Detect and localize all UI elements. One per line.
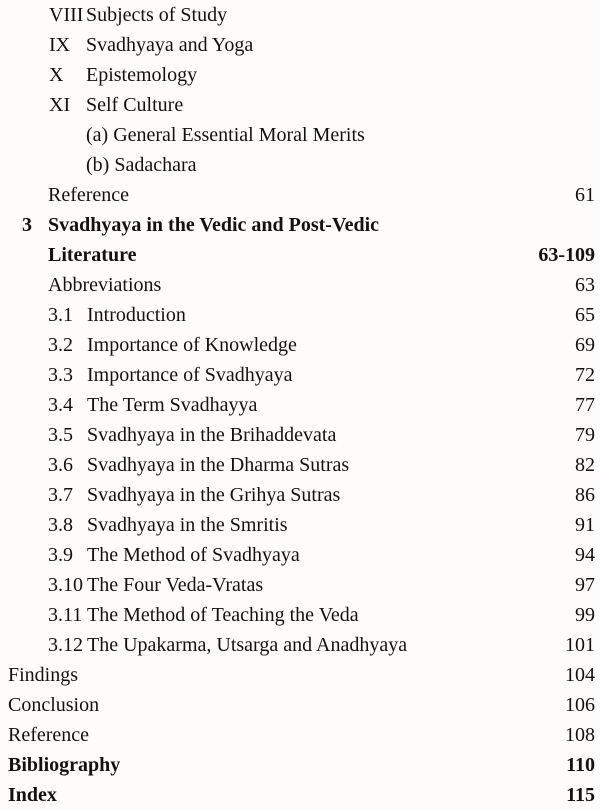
toc-entry-title: Svadhyaya in the Brihaddevata bbox=[87, 424, 337, 446]
toc-entry-title: Bibliography bbox=[8, 754, 121, 776]
toc-entry-number: 3.8 bbox=[48, 514, 73, 536]
toc-entry-title: Introduction bbox=[87, 304, 186, 326]
toc-entry-number: VIII bbox=[49, 4, 84, 26]
toc-entry bbox=[0, 540, 600, 570]
toc-entry-number: 3 bbox=[22, 214, 32, 236]
toc-entry-page-number: 65 bbox=[575, 304, 595, 326]
toc-entry-title: Epistemology bbox=[86, 64, 198, 86]
toc-entry bbox=[0, 660, 600, 690]
toc-entry bbox=[0, 630, 600, 660]
toc-entry bbox=[0, 210, 600, 240]
toc-entry-number: 3.6 bbox=[48, 454, 73, 476]
toc-entry-page-number: 110 bbox=[566, 754, 595, 776]
toc-entry bbox=[0, 570, 600, 600]
toc-entry-page-number: 94 bbox=[575, 544, 595, 566]
toc-entry-page-number: 99 bbox=[575, 604, 595, 626]
toc-entry bbox=[0, 780, 600, 810]
toc-entry-title: Svadhyaya in the Dharma Sutras bbox=[87, 454, 350, 476]
toc-entry-title: The Upakarma, Utsarga and Anadhyaya bbox=[87, 634, 408, 656]
toc-entry-title: Literature bbox=[48, 244, 137, 266]
toc-entry-number: 3.10 bbox=[48, 574, 83, 596]
toc-entry bbox=[0, 690, 600, 720]
toc-entry-page-number: 82 bbox=[575, 454, 595, 476]
toc-entry-title: Svadhyaya in the Grihya Sutras bbox=[87, 484, 341, 506]
toc-entry bbox=[0, 720, 600, 750]
toc-entry bbox=[0, 180, 600, 210]
toc-entry bbox=[0, 480, 600, 510]
toc-entry-page-number: 69 bbox=[575, 334, 595, 356]
toc-entry-title: Index bbox=[8, 784, 57, 806]
toc-entry bbox=[0, 120, 600, 150]
toc-entry-title: Svadhyaya in the Smritis bbox=[87, 514, 288, 536]
toc-entry-number: 3.5 bbox=[48, 424, 73, 446]
toc-entry-page-number: 63-109 bbox=[538, 244, 595, 266]
toc-entry-title: The Method of Teaching the Veda bbox=[87, 604, 359, 626]
toc-entry bbox=[0, 240, 600, 270]
toc-entry-title: Svadhyaya and Yoga bbox=[86, 34, 254, 56]
toc-entry-page-number: 61 bbox=[575, 184, 595, 206]
toc-entry-title: The Method of Svadhyaya bbox=[87, 544, 300, 566]
toc-entry-title: (b) Sadachara bbox=[86, 154, 197, 176]
toc-entry-number: 3.4 bbox=[48, 394, 73, 416]
toc-entry bbox=[0, 60, 600, 90]
toc-entry-number: 3.1 bbox=[48, 304, 73, 326]
toc-entry-page-number: 86 bbox=[575, 484, 595, 506]
toc-entry-title: Importance of Svadhyaya bbox=[87, 364, 293, 386]
toc-entry-title: Svadhyaya in the Vedic and Post-Vedic bbox=[48, 214, 379, 236]
toc-entry-page-number: 63 bbox=[575, 274, 595, 296]
toc-entry bbox=[0, 150, 600, 180]
toc-entry-title: Reference bbox=[48, 184, 130, 206]
toc-entry-number: X bbox=[49, 64, 64, 86]
toc-entry-page-number: 108 bbox=[565, 724, 595, 746]
toc-entry-page-number: 104 bbox=[565, 664, 595, 686]
toc-entry bbox=[0, 0, 600, 30]
toc-entry-number: 3.3 bbox=[48, 364, 73, 386]
toc-entry bbox=[0, 330, 600, 360]
toc-entry-title: Abbreviations bbox=[48, 274, 162, 296]
toc-entry-page-number: 72 bbox=[575, 364, 595, 386]
toc-entry bbox=[0, 90, 600, 120]
toc-entry-title: The Term Svadhayya bbox=[87, 394, 258, 416]
toc-entry-page-number: 79 bbox=[575, 424, 595, 446]
toc-entry bbox=[0, 420, 600, 450]
toc-entry-page-number: 97 bbox=[575, 574, 595, 596]
toc-entry-number: 3.12 bbox=[48, 634, 83, 656]
toc-entry-title: Subjects of Study bbox=[86, 4, 228, 26]
toc-entry-page-number: 115 bbox=[566, 784, 595, 806]
toc-entry-title: (a) General Essential Moral Merits bbox=[86, 124, 365, 146]
toc-entry bbox=[0, 300, 600, 330]
toc-entry-page-number: 101 bbox=[565, 634, 595, 656]
toc-entry bbox=[0, 750, 600, 780]
toc-entry bbox=[0, 30, 600, 60]
toc-entry-page-number: 91 bbox=[575, 514, 595, 536]
toc-entry bbox=[0, 450, 600, 480]
toc-entry-number: XI bbox=[49, 94, 71, 116]
toc-entry bbox=[0, 600, 600, 630]
toc-entry-title: Importance of Knowledge bbox=[87, 334, 297, 356]
toc-entry-title: Findings bbox=[8, 664, 79, 686]
toc-entry-number: 3.11 bbox=[48, 604, 83, 626]
toc-entry-number: 3.2 bbox=[48, 334, 73, 356]
toc-entry-page-number: 77 bbox=[575, 394, 595, 416]
toc-entry-title: Reference bbox=[8, 724, 90, 746]
toc-entry-title: Self Culture bbox=[86, 94, 184, 116]
toc-entry-title: The Four Veda-Vratas bbox=[87, 574, 264, 596]
toc-entry-title: Conclusion bbox=[8, 694, 100, 716]
toc-entry bbox=[0, 510, 600, 540]
toc-entry bbox=[0, 360, 600, 390]
toc-entry-page-number: 106 bbox=[565, 694, 595, 716]
toc-entry bbox=[0, 390, 600, 420]
toc-entry-number: IX bbox=[49, 34, 71, 56]
toc-entry bbox=[0, 270, 600, 300]
toc-entry-number: 3.9 bbox=[48, 544, 73, 566]
toc-entry-number: 3.7 bbox=[48, 484, 73, 506]
